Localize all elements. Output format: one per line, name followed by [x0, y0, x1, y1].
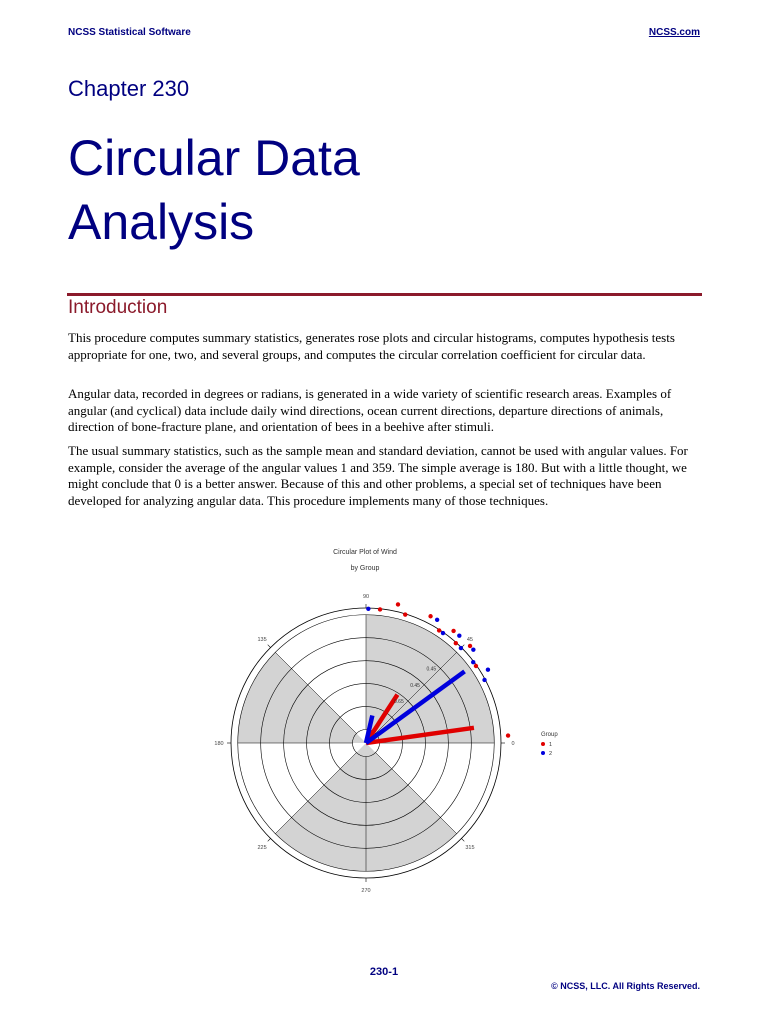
data-point-group-2-8: [482, 678, 486, 682]
angle-label-135: 135: [257, 637, 267, 644]
data-point-group-1-7: [468, 644, 472, 648]
section-divider: [67, 293, 702, 296]
data-point-group-1-8: [474, 664, 478, 668]
paragraph-2: Angular data, recorded in degrees or radians, is generated in a wide variety of scientific research areas. Examples of angular (and cyclical) data include daily wind directions, ocean current directions, departure directions of animals, direction of bone-fracture plane, and orientation of bees in a beehive after stimuli.: [68, 386, 672, 434]
angle-label-180: 180: [214, 741, 224, 747]
angle-label-225: 225: [257, 844, 267, 851]
legend-marker-1: [541, 742, 545, 746]
data-point-group-2-3: [457, 633, 461, 637]
copyright-notice: © NCSS, LLC. All Rights Reserved.: [551, 981, 700, 991]
page-title-line-1: Circular Data: [68, 130, 360, 186]
page-title-line-2: Analysis: [68, 194, 255, 250]
chart-title: Circular Plot of Wind: [333, 549, 397, 556]
data-point-group-1-2: [403, 612, 407, 616]
data-point-group-2-4: [459, 646, 463, 650]
header-website-link[interactable]: NCSS.com: [648, 27, 700, 38]
data-point-group-2-7: [486, 668, 490, 672]
data-point-group-1-6: [454, 641, 458, 645]
legend-label-2: 2: [549, 751, 553, 757]
data-point-group-1-1: [396, 602, 400, 606]
legend-marker-2: [541, 751, 545, 755]
circular-plot-figure: [185, 538, 585, 923]
ring-label-0: 0.45: [426, 666, 437, 673]
shaded-sector-3: [366, 743, 457, 871]
angle-label-90: 90: [362, 594, 370, 600]
angle-label-270: 270: [361, 888, 371, 894]
data-point-group-2-0: [366, 607, 370, 611]
data-point-group-1-5: [451, 629, 455, 633]
data-point-group-2-1: [435, 618, 439, 622]
ring-label-2: 0.65: [394, 698, 404, 705]
section-title: Introduction: [68, 297, 168, 318]
angle-label-0: 0: [511, 741, 515, 747]
data-point-group-1-0: [378, 607, 382, 611]
tick-135: [268, 645, 271, 648]
data-point-group-2-6: [471, 660, 475, 664]
tick-225: [268, 838, 271, 841]
tick-315: [461, 838, 464, 841]
chapter-label: Chapter 230: [68, 76, 190, 101]
legend-label-1: 1: [549, 742, 553, 748]
header-software-name: NCSS Statistical Software: [68, 27, 191, 38]
legend-title: Group: [541, 732, 558, 738]
angle-label-45: 45: [466, 637, 474, 644]
data-point-group-2-5: [471, 647, 475, 651]
chart-subtitle: by Group: [350, 565, 380, 572]
ring-label-1: 0.45: [410, 682, 420, 689]
data-point-group-1-3: [428, 614, 432, 618]
data-point-group-2-2: [441, 631, 445, 635]
page-number: 230-1: [369, 966, 399, 978]
circular-plot-svg: [185, 538, 585, 923]
data-point-group-1-4: [437, 628, 441, 632]
shaded-sector-1: [238, 652, 366, 743]
shaded-sector-2: [275, 743, 366, 871]
paragraph-1: This procedure computes summary statistics, generates rose plots and circular histograms, computes hypothesis tests appropriate for one, two, and several groups, and computes the circular correlation coefficient for circular data.: [68, 330, 675, 362]
page-title: [68, 126, 360, 254]
angle-label-315: 315: [465, 844, 475, 851]
paragraph-3: The usual summary statistics, such as the sample mean and standard deviation, cannot be used with angular values. For example, consider the average of the angular values 1 and 359. The simple average is 180. But with a little thought, we might conclude that 0 is a better answer. Because of this and other problems, a special set of techniques have been developed for analyzing angular data. This procedure implements many of those techniques.: [68, 443, 688, 508]
data-point-group-1-9: [506, 733, 510, 737]
